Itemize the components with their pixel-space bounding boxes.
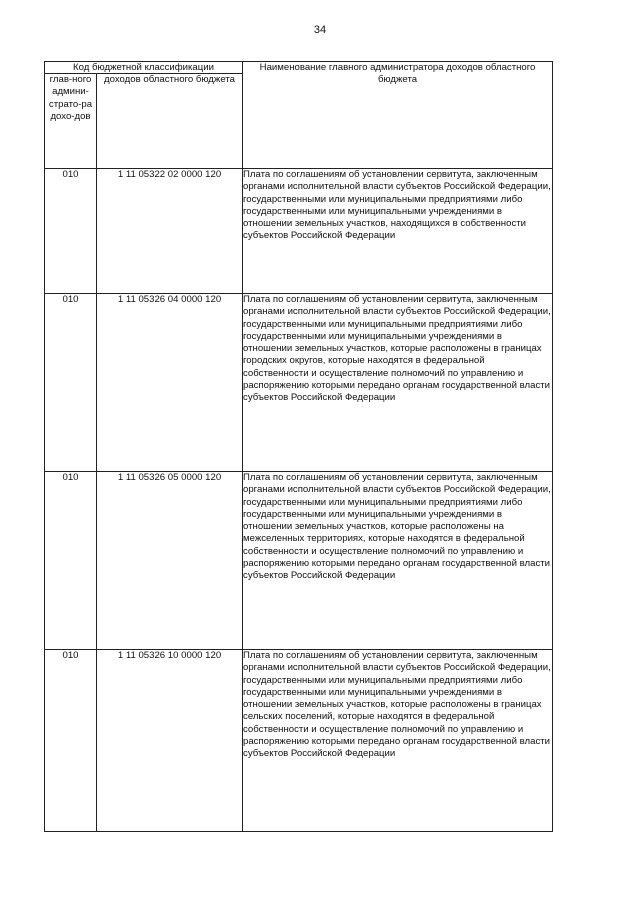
revenue-code-cell: 1 11 05326 10 0000 120: [97, 650, 243, 832]
revenue-name-cell: Плата по соглашениям об установлении сервитута, заключенным органами исполнительной власти субъектов Российской Федерации, государственными или муниципальными предприятиями либо государственными или муниципальными учреждениями в отношении земельных участков, которые расположены на межселенных территориях, которые находятся в федеральной собственности и осуществление полномочий по управлению и распоряжению которыми передано органам государственной власти субъектов Российской Федерации: [243, 472, 553, 650]
table-header: [45, 62, 553, 169]
admin-code-cell: 010: [45, 472, 97, 650]
admin-code-cell: 010: [45, 294, 97, 472]
revenue-name-cell: Плата по соглашениям об установлении сервитута, заключенным органами исполнительной власти субъектов Российской Федерации, государственными или муниципальными предприятиями либо государственными или муниципальными учреждениями в отношении земельных участков, находящихся в собственности субъектов Российской Федерации: [243, 169, 553, 294]
table-row: [45, 294, 553, 472]
header-administrator-name: Наименование главного администратора доходов областного бюджета: [243, 62, 553, 169]
admin-code-cell: 010: [45, 650, 97, 832]
header-classification-code: Код бюджетной классификации: [45, 62, 243, 74]
table-row: [45, 169, 553, 294]
table-row: [45, 472, 553, 650]
revenue-name-cell: Плата по соглашениям об установлении сервитута, заключенным органами исполнительной власти субъектов Российской Федерации, государственными или муниципальными предприятиями либо государственными или муниципальными учреждениями в отношении земельных участков, которые расположены в границах сельских поселений, которые находятся в федеральной собственности и осуществление полномочий по управлению и распоряжению которыми передано органам государственной власти субъектов Российской Федерации: [243, 650, 553, 832]
table-row: [45, 650, 553, 832]
revenue-code-cell: 1 11 05326 04 0000 120: [97, 294, 243, 472]
revenue-code-cell: 1 11 05326 05 0000 120: [97, 472, 243, 650]
header-chief-administrator: глав-ного админи-страто-ра дохо-дов: [45, 74, 97, 169]
page-number: 34: [313, 24, 327, 36]
header-revenue-code: доходов областного бюджета: [97, 74, 243, 169]
budget-classification-table: [44, 61, 553, 832]
revenue-name-cell: Плата по соглашениям об установлении сервитута, заключенным органами исполнительной власти субъектов Российской Федерации, государственными или муниципальными предприятиями либо государственными или муниципальными учреждениями в отношении земельных участков, которые расположены в границах городских округов, которые находятся в федеральной собственности и осуществление полномочий по управлению и распоряжению которыми передано органам государственной власти субъектов Российской Федерации: [243, 294, 553, 472]
revenue-code-cell: 1 11 05322 02 0000 120: [97, 169, 243, 294]
admin-code-cell: 010: [45, 169, 97, 294]
